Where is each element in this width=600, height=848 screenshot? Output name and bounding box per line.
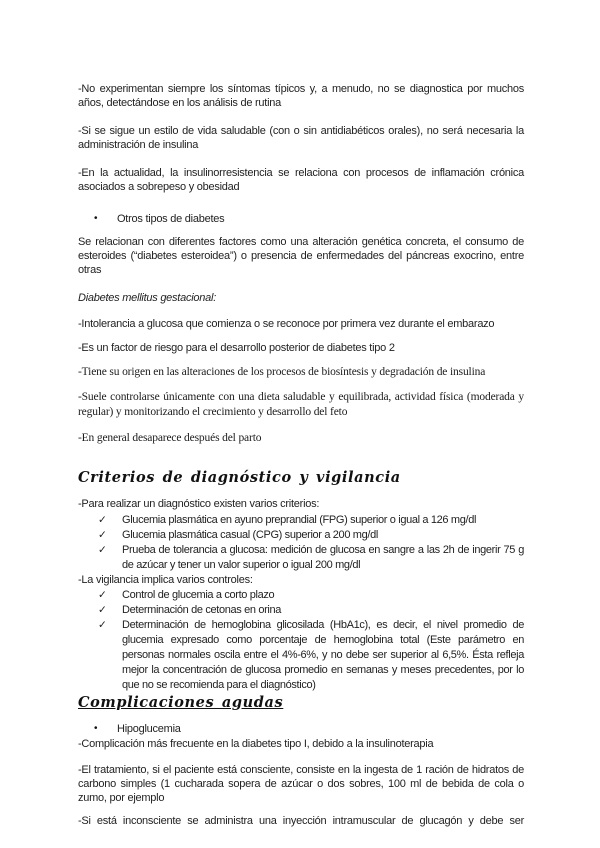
paragraph: -No experimentan siempre los síntomas típicos y, a menudo, no se diagnostica por muchos años, detectándose en los análisis de rutina [78, 83, 524, 109]
bullet-icon: • [94, 723, 98, 734]
bullet-label: Otros tipos de diabetes [117, 213, 225, 225]
bullet-item [78, 722, 524, 736]
check-icon: ✓ [98, 529, 107, 541]
check-list [78, 588, 524, 693]
check-icon: ✓ [98, 589, 107, 601]
paragraph: -El tratamiento, si el paciente está consciente, consiste en la ingesta de 1 ración de hidratos de carbono simples (1 cucharada sopera de azúcar o dos sobres, 100 ml de bebida de cola o zumo, por ejemplo [78, 764, 524, 804]
paragraph-serif: -En general desaparece después del parto [78, 432, 262, 444]
page-content [78, 82, 524, 828]
bullet-label: Hipoglucemia [117, 723, 181, 735]
check-list-item [78, 543, 524, 573]
bullet-item [78, 212, 524, 226]
paragraph: -Si se sigue un estilo de vida saludable (con o sin antidiabéticos orales), no será necesaria la administración de insulina [78, 125, 524, 151]
check-list-item [78, 618, 524, 693]
check-icon: ✓ [98, 604, 107, 616]
paragraph: -La vigilancia implica varios controles: [78, 574, 253, 586]
check-list-item [78, 603, 524, 618]
check-item-label: Determinación de cetonas en orina [122, 604, 282, 616]
paragraph: -Complicación más frecuente en la diabetes tipo I, debido a la insulinoterapia [78, 738, 434, 750]
check-item-label: Glucemia plasmática en ayuno preprandial (FPG) superior o igual a 126 mg/dl [122, 514, 477, 526]
paragraph-serif: -Tiene su origen en las alteraciones de los procesos de biosíntesis y degradación de insulina [78, 366, 486, 378]
check-item-label: Control de glucemia a corto plazo [122, 589, 275, 601]
paragraph: -Intolerancia a glucosa que comienza o se reconoce por primera vez durante el embarazo [78, 318, 495, 330]
check-icon: ✓ [98, 544, 107, 556]
check-list-item [78, 513, 524, 528]
paragraph: -Es un factor de riesgo para el desarrollo posterior de diabetes tipo 2 [78, 342, 395, 354]
check-icon: ✓ [98, 619, 107, 631]
paragraph: -En la actualidad, la insulinorresistencia se relaciona con procesos de inflamación crónica asociados a sobrepeso y obesidad [78, 167, 524, 193]
check-item-label: Glucemia plasmática casual (CPG) superior a 200 mg/dl [122, 529, 378, 541]
paragraph: Se relacionan con diferentes factores como una alteración genética concreta, el consumo de esteroides (“diabetes esteroidea”) o presencia de enfermedades del páncreas exocrino, entre otras [78, 236, 524, 276]
section-heading-criterios: Criterios de diagnóstico y vigilancia [78, 469, 401, 486]
paragraph: -Para realizar un diagnóstico existen varios criterios: [78, 498, 320, 510]
section-heading-complicaciones: Complicaciones agudas [78, 694, 284, 711]
check-list-item [78, 528, 524, 543]
check-item-label: Determinación de hemoglobina glicosilada (HbA1c), es decir, el nivel promedio de glucemia expresado como porcentaje de hemoglobina total (Este parámetro en personas normales oscila entre el 4%-6%, y no debe ser superior al 6,5%. Ésta refleja mejor la concentración de glucosa promedio en semanas y meses precedentes, por lo que no se recomienda para el diagnóstico) [122, 619, 524, 691]
check-item-label: Prueba de tolerancia a glucosa: medición de glucosa en sangre a las 2h de ingerir 75 g de azúcar y tener un valor superior o igual 200 mg/dl [122, 544, 524, 571]
paragraph-italic-label: Diabetes mellitus gestacional: [78, 292, 217, 304]
paragraph-serif: -Suele controlarse únicamente con una dieta saludable y equilibrada, actividad física (moderada y regular) y monitorizando el crecimiento y desarrollo del feto [78, 391, 524, 418]
bullet-icon: • [94, 213, 98, 224]
check-icon: ✓ [98, 514, 107, 526]
paragraph: -Si está inconsciente se administra una inyección intramuscular de glucagón y debe ser [78, 815, 524, 827]
check-list [78, 513, 524, 573]
check-list-item [78, 588, 524, 603]
